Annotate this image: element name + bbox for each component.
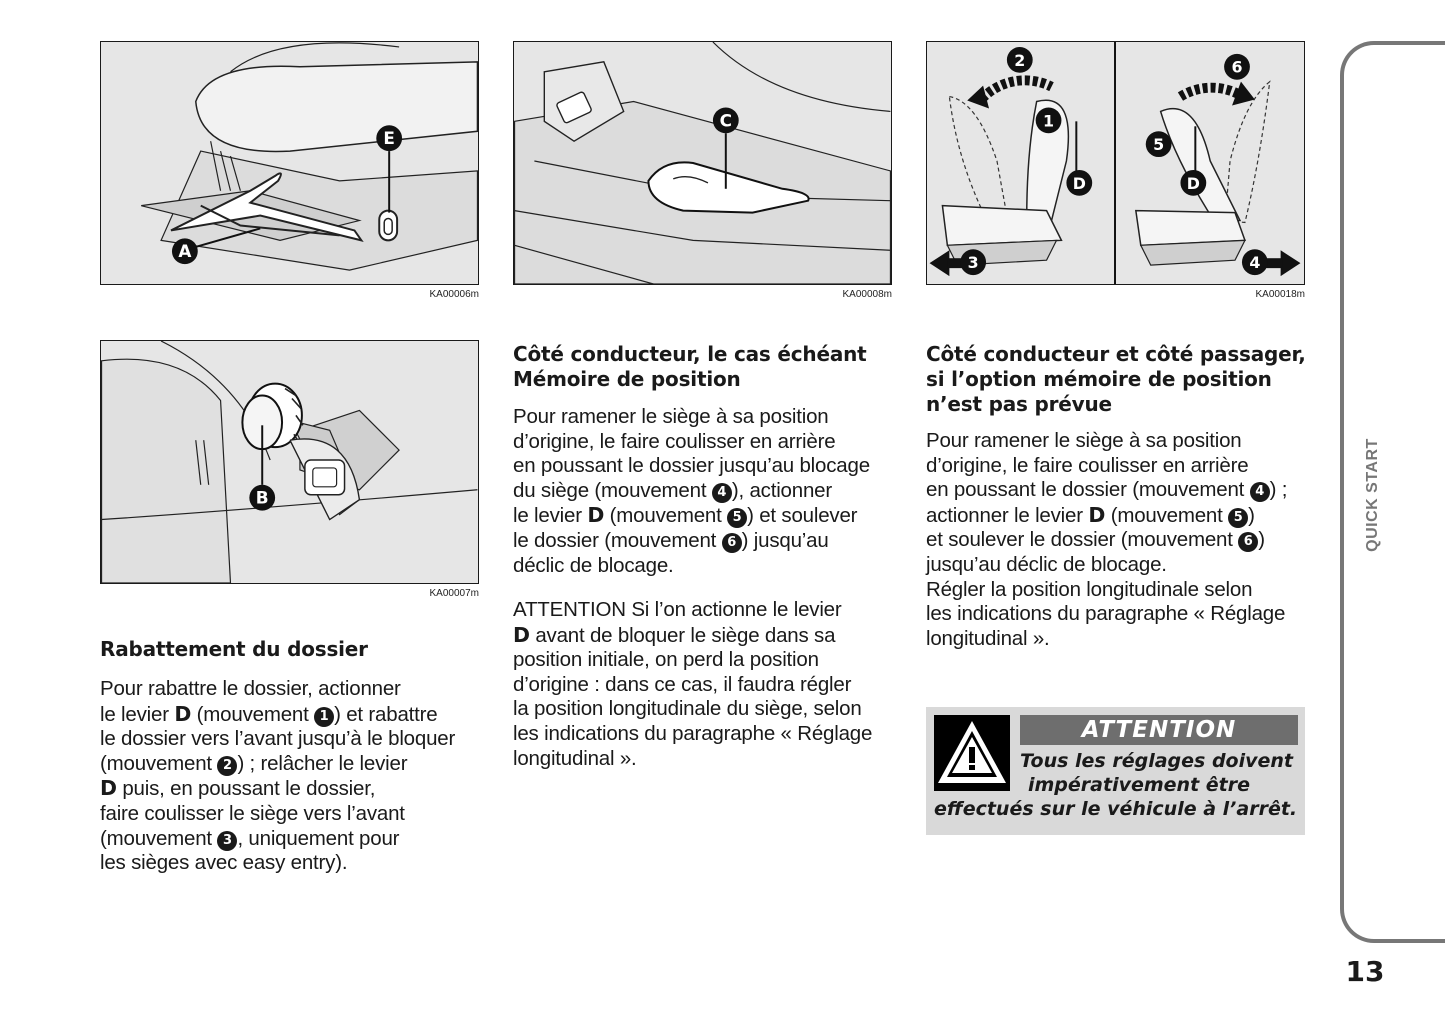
figure-code: KA00006m — [429, 289, 479, 300]
svg-text:A: A — [178, 241, 192, 262]
seat-movements-illustration — [927, 42, 1304, 284]
warning-text-continued: effectués sur le véhicule à l’arrêt. — [934, 798, 1298, 820]
callout-2 — [1007, 47, 1033, 73]
svg-text:5: 5 — [1153, 135, 1165, 155]
figure-lumbar-knob — [100, 340, 479, 584]
svg-text:2: 2 — [1014, 50, 1026, 70]
figure-seat-levers — [100, 41, 479, 285]
figure-code: KA00018m — [1255, 289, 1305, 300]
section-heading: Côté conducteur, le cas échéant Mémoire de position — [513, 342, 867, 391]
lumbar-knob-illustration — [101, 341, 478, 583]
seat-lever-illustration — [101, 42, 478, 284]
memory-lever-illustration — [514, 42, 891, 284]
callout-3 — [960, 249, 986, 275]
section-body: Pour ramener le siège à sa position d’origine, le faire coulisser en arrière en poussant le dossier (mouvement 4 ) ; actionner le levier D (mouvement 5 ) et soulever le dossier (mouvement 6 ) jusqu’au déclic de blocage. Régler la position longitudinale selon les indications du paragraphe « Réglage longitudinal ». — [926, 429, 1288, 650]
movement-4-badge: 4 — [1250, 482, 1270, 502]
movement-6-badge: 6 — [1238, 532, 1258, 552]
movement-2-badge: 2 — [217, 756, 237, 776]
movement-5-badge: 5 — [727, 508, 747, 528]
attention-note: ATTENTION Si l’on actionne le levier D avant de bloquer le siège dans sa position initiale, on perd la position d’origine : dans ce cas, il faudra régler la position longitudinale du siège, selon les indications du paragraphe « Réglage longitudinal ». — [513, 598, 873, 770]
side-tab — [1340, 41, 1445, 943]
section-heading: Rabattement du dossier — [100, 637, 368, 661]
svg-text:E: E — [383, 128, 395, 149]
movement-5-badge: 5 — [1228, 508, 1248, 528]
movement-1-badge: 1 — [314, 707, 334, 727]
figure-code: KA00008m — [842, 289, 892, 300]
movement-6-badge: 6 — [722, 533, 742, 553]
callout-D-right — [1180, 170, 1206, 196]
svg-text:3: 3 — [967, 253, 979, 273]
svg-text:1: 1 — [1043, 111, 1055, 131]
callout-D-left — [1066, 170, 1092, 196]
section-body: Pour ramener le siège à sa position d’origine, le faire coulisser en arrière en poussant le dossier jusqu’au blocage du siège (mouvement 4 ), actionner le levier D (mouvement 5 ) et soulever le dossier (mouvement 6 ) jusqu’au déclic de blocage. — [513, 405, 870, 577]
figure-code: KA00007m — [429, 588, 479, 599]
movement-4-badge: 4 — [712, 483, 732, 503]
warning-text: Tous les réglages doivent impérativement être — [1020, 750, 1293, 796]
callout-5 — [1146, 131, 1172, 157]
svg-text:6: 6 — [1231, 57, 1243, 77]
figure-memory-lever — [513, 41, 892, 285]
warning-title: ATTENTION — [1020, 715, 1298, 745]
section-body: Pour rabattre le dossier, actionner le levier D (mouvement 1 ) et rabattre le dossier vers l’avant jusqu’à le bloquer (mouvement 2 ) ; relâcher le levier D puis, en poussant le dossier, faire coulisser le siège vers l’avant (mouvement 3 , uniquement pour les sièges avec easy entry). — [100, 677, 456, 875]
section-heading: Côté conducteur et côté passager, si l’option mémoire de position n’est pas prévue — [926, 342, 1306, 416]
callout-1 — [1036, 107, 1062, 133]
callout-4 — [1242, 249, 1268, 275]
svg-text:D: D — [1072, 173, 1086, 193]
page-number: 13 — [1345, 955, 1385, 988]
svg-text:D: D — [1186, 173, 1200, 193]
svg-text:B: B — [255, 487, 269, 508]
svg-text:C: C — [719, 110, 732, 131]
callout-6 — [1224, 54, 1250, 80]
warning-triangle-icon — [934, 715, 1010, 791]
figure-seat-movements — [926, 41, 1305, 285]
warning-box — [926, 707, 1305, 835]
svg-text:4: 4 — [1249, 253, 1261, 273]
movement-3-badge: 3 — [217, 831, 237, 851]
